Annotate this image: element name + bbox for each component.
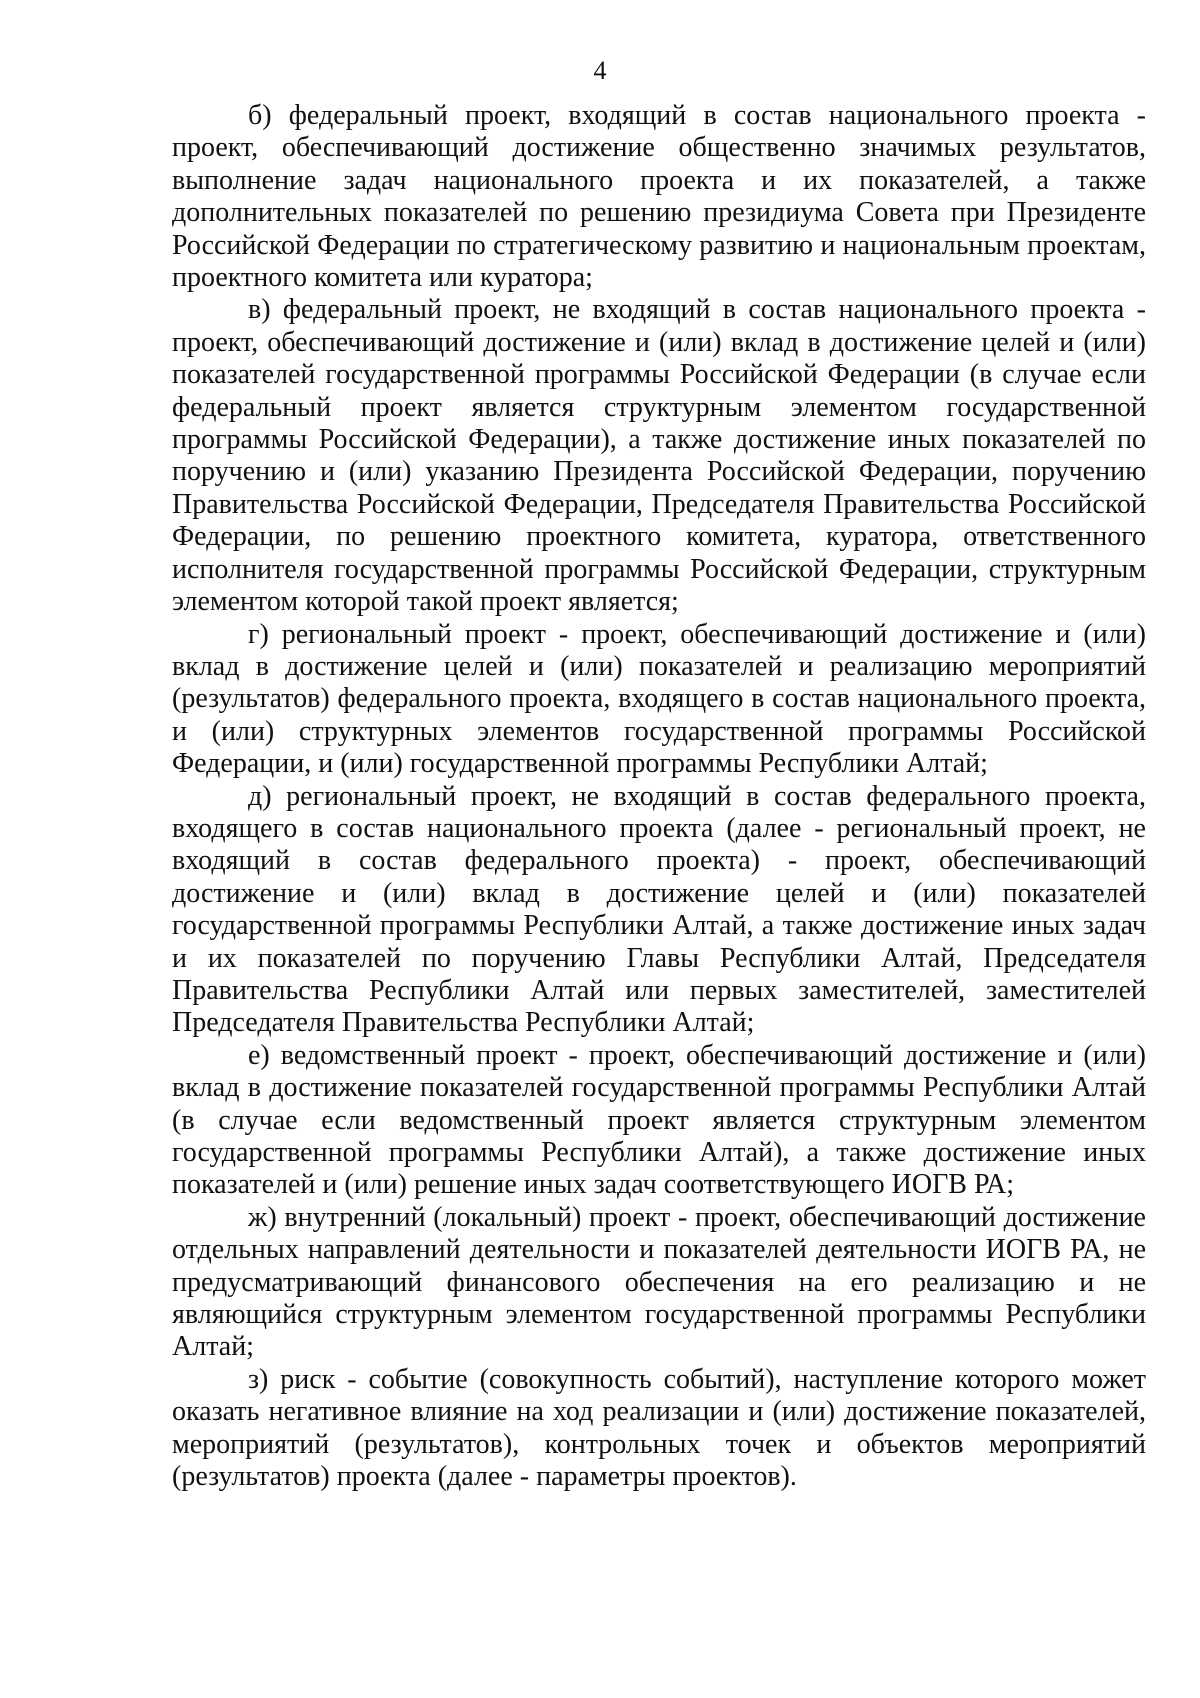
document-body: [172, 100, 1146, 1493]
paragraph-b: б) федеральный проект, входящий в состав национального проекта - проект, обеспечивающий достижение общественно значимых результатов, выполнение задач национального проекта и их показателей, а также дополнительных показателей по решению президиума Совета при Президенте Российской Федерации по стратегическому развитию и национальным проектам, проектного комитета или куратора;: [172, 100, 1146, 294]
page-number: 4: [593, 56, 607, 85]
paragraph-zh: ж) внутренний (локальный) проект - проект, обеспечивающий достижение отдельных направлений деятельности и показателей деятельности ИОГВ РА, не предусматривающий финансового обеспечения на его реализацию и не являющийся структурным элементом государственной программы Республики Алтай;: [172, 1201, 1146, 1363]
paragraph-g: г) региональный проект - проект, обеспечивающий достижение и (или) вклад в достижение целей и (или) показателей и реализацию мероприятий (результатов) федерального проекта, входящего в состав национального проекта, и (или) структурных элементов государственной программы Российской Федерации, и (или) государственной программы Республики Алтай;: [172, 618, 1146, 780]
paragraph-d: д) региональный проект, не входящий в состав федерального проекта, входящего в состав национального проекта (далее - региональный проект, не входящий в состав федерального проекта) - проект, обеспечивающий достижение и (или) вклад в достижение целей и (или) показателей государственной программы Республики Алтай, а также достижение иных задач и их показателей по поручению Главы Республики Алтай, Председателя Правительства Республики Алтай или первых заместителей, заместителей Председателя Правительства Республики Алтай;: [172, 780, 1146, 1039]
paragraph-e: е) ведомственный проект - проект, обеспечивающий достижение и (или) вклад в достижение показателей государственной программы Республики Алтай (в случае если ведомственный проект является структурным элементом государственной программы Республики Алтай), а также достижение иных показателей и (или) решение иных задач соответствующего ИОГВ РА;: [172, 1039, 1146, 1201]
paragraph-z: з) риск - событие (совокупность событий), наступление которого может оказать негативное влияние на ход реализации и (или) достижение показателей, мероприятий (результатов), контрольных точек и объектов мероприятий (результатов) проекта (далее - параметры проектов).: [172, 1363, 1146, 1493]
paragraph-v: в) федеральный проект, не входящий в состав национального проекта - проект, обеспечивающий достижение и (или) вклад в достижение целей и (или) показателей государственной программы Российской Федерации (в случае если федеральный проект является структурным элементом государственной программы Российской Федерации), а также достижение иных показателей по поручению и (или) указанию Президента Российской Федерации, поручению Правительства Российской Федерации, Председателя Правительства Российской Федерации, по решению проектного комитета, куратора, ответственного исполнителя государственной программы Российской Федерации, структурным элементом которой такой проект является;: [172, 294, 1146, 618]
